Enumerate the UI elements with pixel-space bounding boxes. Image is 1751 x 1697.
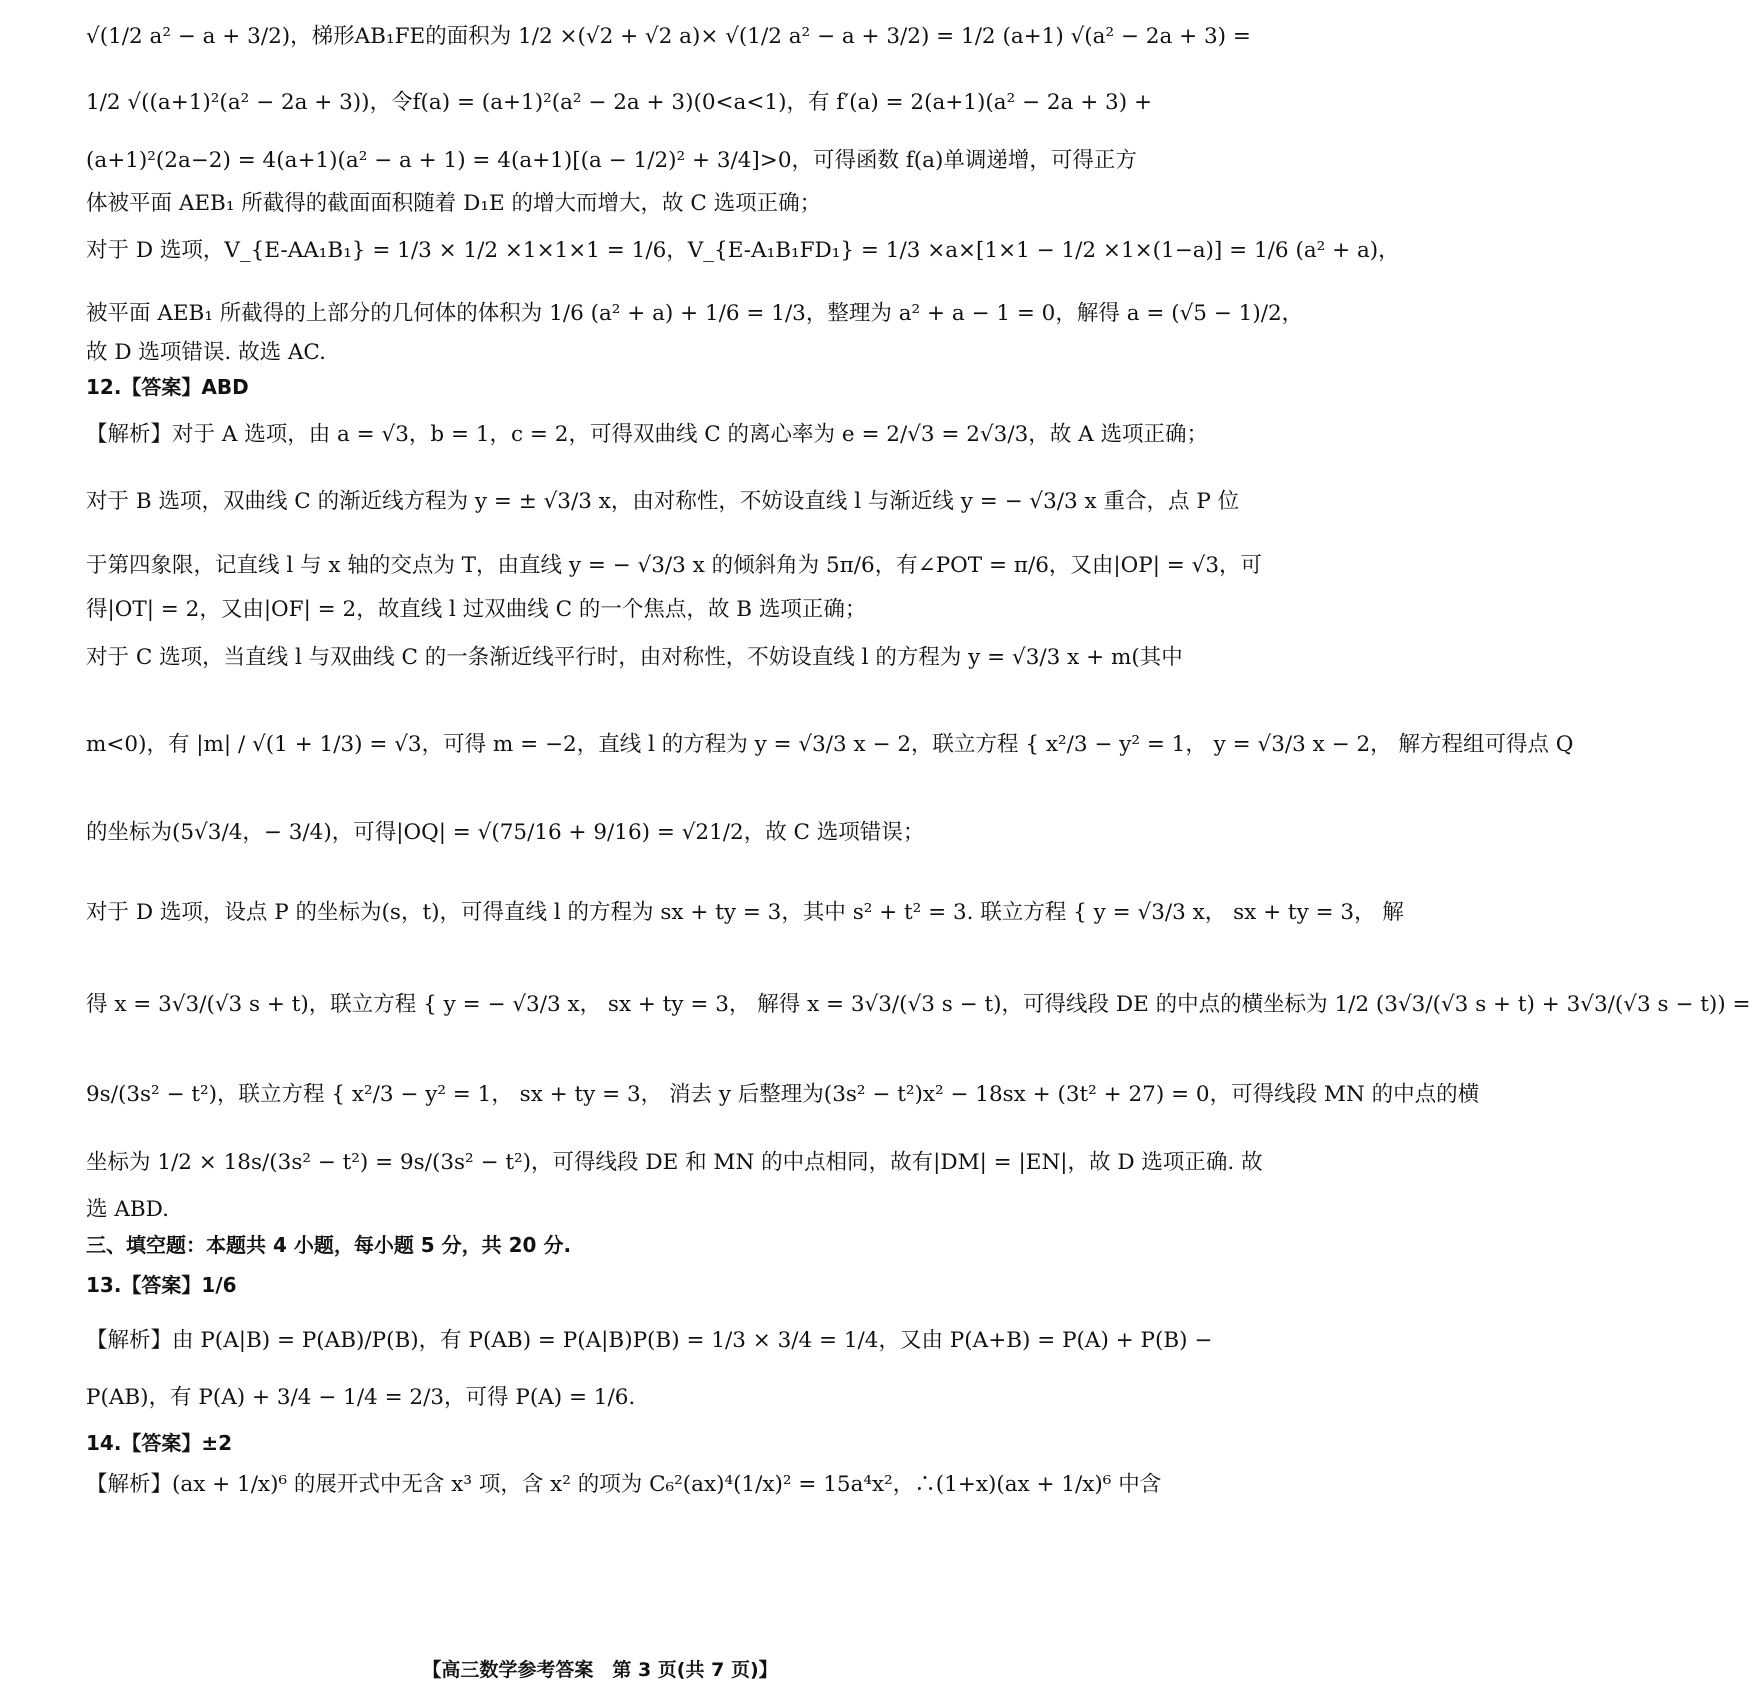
text-line: 对于 D 选项，V_{E-AA₁B₁} = 1/3 × 1/2 ×1×1×1 = 1/6，V_{E-A₁B₁FD₁} = 1/3 ×a×[1×1 − 1/2 ×1×(1−a)] = 1/6 (a² + a)，: [86, 238, 1400, 263]
text-line: 1/2 √((a+1)²(a² − 2a + 3))，令f(a) = (a+1)²(a² − 2a + 3)(0<a<1)，有 f′(a) = 2(a+1)(a² − 2a + 3) +: [86, 90, 1152, 115]
text-line: 坐标为 1/2 × 18s/(3s² − t²) = 9s/(3s² − t²)，可得线段 DE 和 MN 的中点相同，故有|DM| = |EN|，故 D 选项正确. 故: [86, 1150, 1263, 1175]
text-line: 【解析】(ax + 1/x)⁶ 的展开式中无含 x³ 项，含 x² 的项为 C₆²(ax)⁴(1/x)² = 15a⁴x²，∴(1+x)(ax + 1/x)⁶ 中含: [86, 1472, 1162, 1497]
text-line: 【解析】对于 A 选项，由 a = √3，b = 1，c = 2，可得双曲线 C 的离心率为 e = 2/√3 = 2√3/3，故 A 选项正确；: [86, 422, 1208, 447]
text-line: m<0)，有 |m| / √(1 + 1/3) = √3，可得 m = −2，直线 l 的方程为 y = √3/3 x − 2，联立方程 { x²/3 − y² = 1， y = √3/3 x − 2， 解方程组可得点 Q: [86, 732, 1574, 757]
text-line: 于第四象限，记直线 l 与 x 轴的交点为 T，由直线 y = − √3/3 x 的倾斜角为 5π/6，有∠POT = π/6，又由|OP| = √3，可: [86, 553, 1263, 578]
page-footer: 【高三数学参考答案 第 3 页(共 7 页)】: [422, 1659, 778, 1681]
answer-heading: 12.【答案】ABD: [86, 375, 249, 399]
answer-heading: 14.【答案】±2: [86, 1431, 233, 1455]
text-line: 对于 B 选项，双曲线 C 的渐近线方程为 y = ± √3/3 x，由对称性，不妨设直线 l 与渐近线 y = − √3/3 x 重合，点 P 位: [86, 489, 1240, 514]
text-line: (a+1)²(2a−2) = 4(a+1)(a² − a + 1) = 4(a+1)[(a − 1/2)² + 3/4]>0，可得函数 f(a)单调递增，可得正方: [86, 148, 1137, 173]
text-line: 【解析】由 P(A|B) = P(AB)/P(B)，有 P(AB) = P(A|B)P(B) = 1/3 × 3/4 = 1/4，又由 P(A+B) = P(A) + P(B) −: [86, 1328, 1213, 1353]
text-line: 得|OT| = 2，又由|OF| = 2，故直线 l 过双曲线 C 的一个焦点，故 B 选项正确；: [86, 597, 867, 622]
answer-heading: 13.【答案】1/6: [86, 1273, 237, 1297]
text-line: 的坐标为(5√3/4，− 3/4)，可得|OQ| = √(75/16 + 9/16) = √21/2，故 C 选项错误；: [86, 820, 925, 845]
text-line: 9s/(3s² − t²)，联立方程 { x²/3 − y² = 1， sx + ty = 3， 消去 y 后整理为(3s² − t²)x² − 18sx + (3t² + 27) = 0，可得线段 MN 的中点的横: [86, 1082, 1480, 1107]
text-line: 对于 D 选项，设点 P 的坐标为(s，t)，可得直线 l 的方程为 sx + ty = 3，其中 s² + t² = 3. 联立方程 { y = √3/3 x， sx + ty = 3， 解: [86, 900, 1404, 925]
text-line: √(1/2 a² − a + 3/2)，梯形AB₁FE的面积为 1/2 ×(√2 + √2 a)× √(1/2 a² − a + 3/2) = 1/2 (a+1) √(a² − 2a + 3) =: [86, 24, 1251, 49]
text-line: 体被平面 AEB₁ 所截得的截面面积随着 D₁E 的增大而增大，故 C 选项正确；: [86, 191, 822, 216]
text-line: 故 D 选项错误. 故选 AC.: [86, 340, 326, 365]
text-line: 对于 C 选项，当直线 l 与双曲线 C 的一条渐近线平行时，由对称性，不妨设直线 l 的方程为 y = √3/3 x + m(其中: [86, 645, 1183, 670]
section-heading: 三、填空题：本题共 4 小题，每小题 5 分，共 20 分.: [86, 1233, 572, 1257]
text-line: P(AB)，有 P(A) + 3/4 − 1/4 = 2/3，可得 P(A) = 1/6.: [86, 1385, 636, 1410]
text-line: 被平面 AEB₁ 所截得的上部分的几何体的体积为 1/6 (a² + a) + 1/6 = 1/3，整理为 a² + a − 1 = 0，解得 a = (√5 − 1)/2，: [86, 301, 1304, 326]
text-line: 得 x = 3√3/(√3 s + t)，联立方程 { y = − √3/3 x， sx + ty = 3， 解得 x = 3√3/(√3 s − t)，可得线段 DE 的中点的横坐标为 1/2 (3√3/(√3 s + t) + 3√3/(√3 s − t)) =: [86, 992, 1751, 1017]
text-line: 选 ABD.: [86, 1197, 169, 1222]
